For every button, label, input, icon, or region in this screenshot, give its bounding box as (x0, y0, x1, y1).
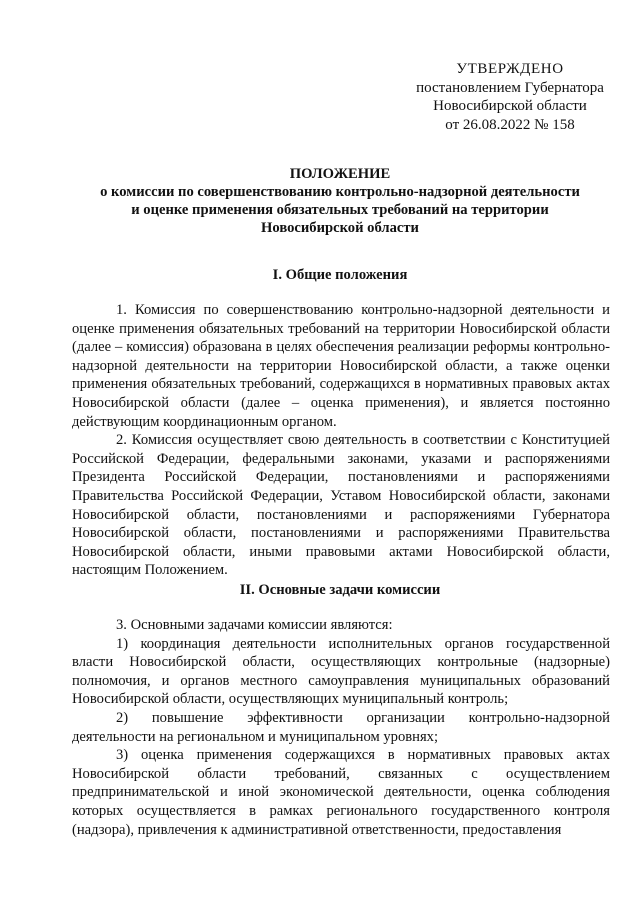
paragraph: 1. Комиссия по совершенствованию контрольно-надзорной деятельности и оценке применения обязательных требований на территории Новосибирской области (далее – комиссия) образована в целях обеспечения реализации реформы контрольно-надзорной деятельности на территории Новосибирской области, а также оценки применения обязательных требований, содержащихся в нормативных правовых актах Новосибирской области (далее – оценка применения), и является постоянно действующим координационным органом. (72, 302, 610, 430)
section-body-general (72, 301, 610, 580)
approval-title: УТВЕРЖДЕНО (456, 61, 564, 77)
section-heading-general: I. Общие положения (272, 267, 408, 283)
paragraph: 3) оценка применения содержащихся в нормативных правовых актах Новосибирской области требований, связанных с осуществлением предпринимательской и иной экономической деятельности, оценка соблюдения которых осуществляется в рамках регионального государственного контроля (надзора), привлечения к административной ответственности, предоставления (72, 747, 610, 838)
document-subtitle-line: о комиссии по совершенствованию контрольно-надзорной деятельности (100, 184, 580, 200)
section-heading-tasks: II. Основные задачи комиссии (239, 582, 441, 598)
paragraph: 1) координация деятельности исполнительных органов государственной власти Новосибирской области, осуществляющих контрольные (надзорные) полномочия, и органов местного самоуправления муниципальных образований Новосибирской области, осуществляющих муниципальный контроль; (72, 635, 610, 708)
paragraph: 2. Комиссия осуществляет свою деятельность в соответствии с Конституцией Российской Федерации, федеральными законами, указами и распоряжениями Президента Российской Федерации, постановлениями и распоряжениями Правительства Российской Федерации, Уставом Новосибирской области, законами Новосибирской области, постановлениями и распоряжениями Губернатора Новосибирской области, постановлениями и распоряжениями Правительства Новосибирской области, иными правовыми актами Новосибирской области, настоящим Положением. (72, 432, 610, 579)
document-subtitle-line: и оценке применения обязательных требований на территории (131, 202, 549, 218)
approval-date-number: от 26.08.2022 № 158 (445, 116, 575, 133)
approval-line: Новосибирской области (433, 98, 587, 114)
document-subtitle-line: Новосибирской области (261, 220, 419, 236)
approval-stamp (395, 60, 625, 134)
paragraph: 3. Основными задачами комиссии являются: (116, 617, 393, 633)
approval-line: постановлением Губернатора (416, 79, 604, 96)
document-title (60, 165, 620, 237)
section-body-tasks (72, 616, 610, 839)
document-heading: ПОЛОЖЕНИЕ (289, 166, 391, 182)
paragraph: 2) повышение эффективности организации контрольно-надзорной деятельности на региональном и муниципальном уровнях; (72, 709, 610, 745)
